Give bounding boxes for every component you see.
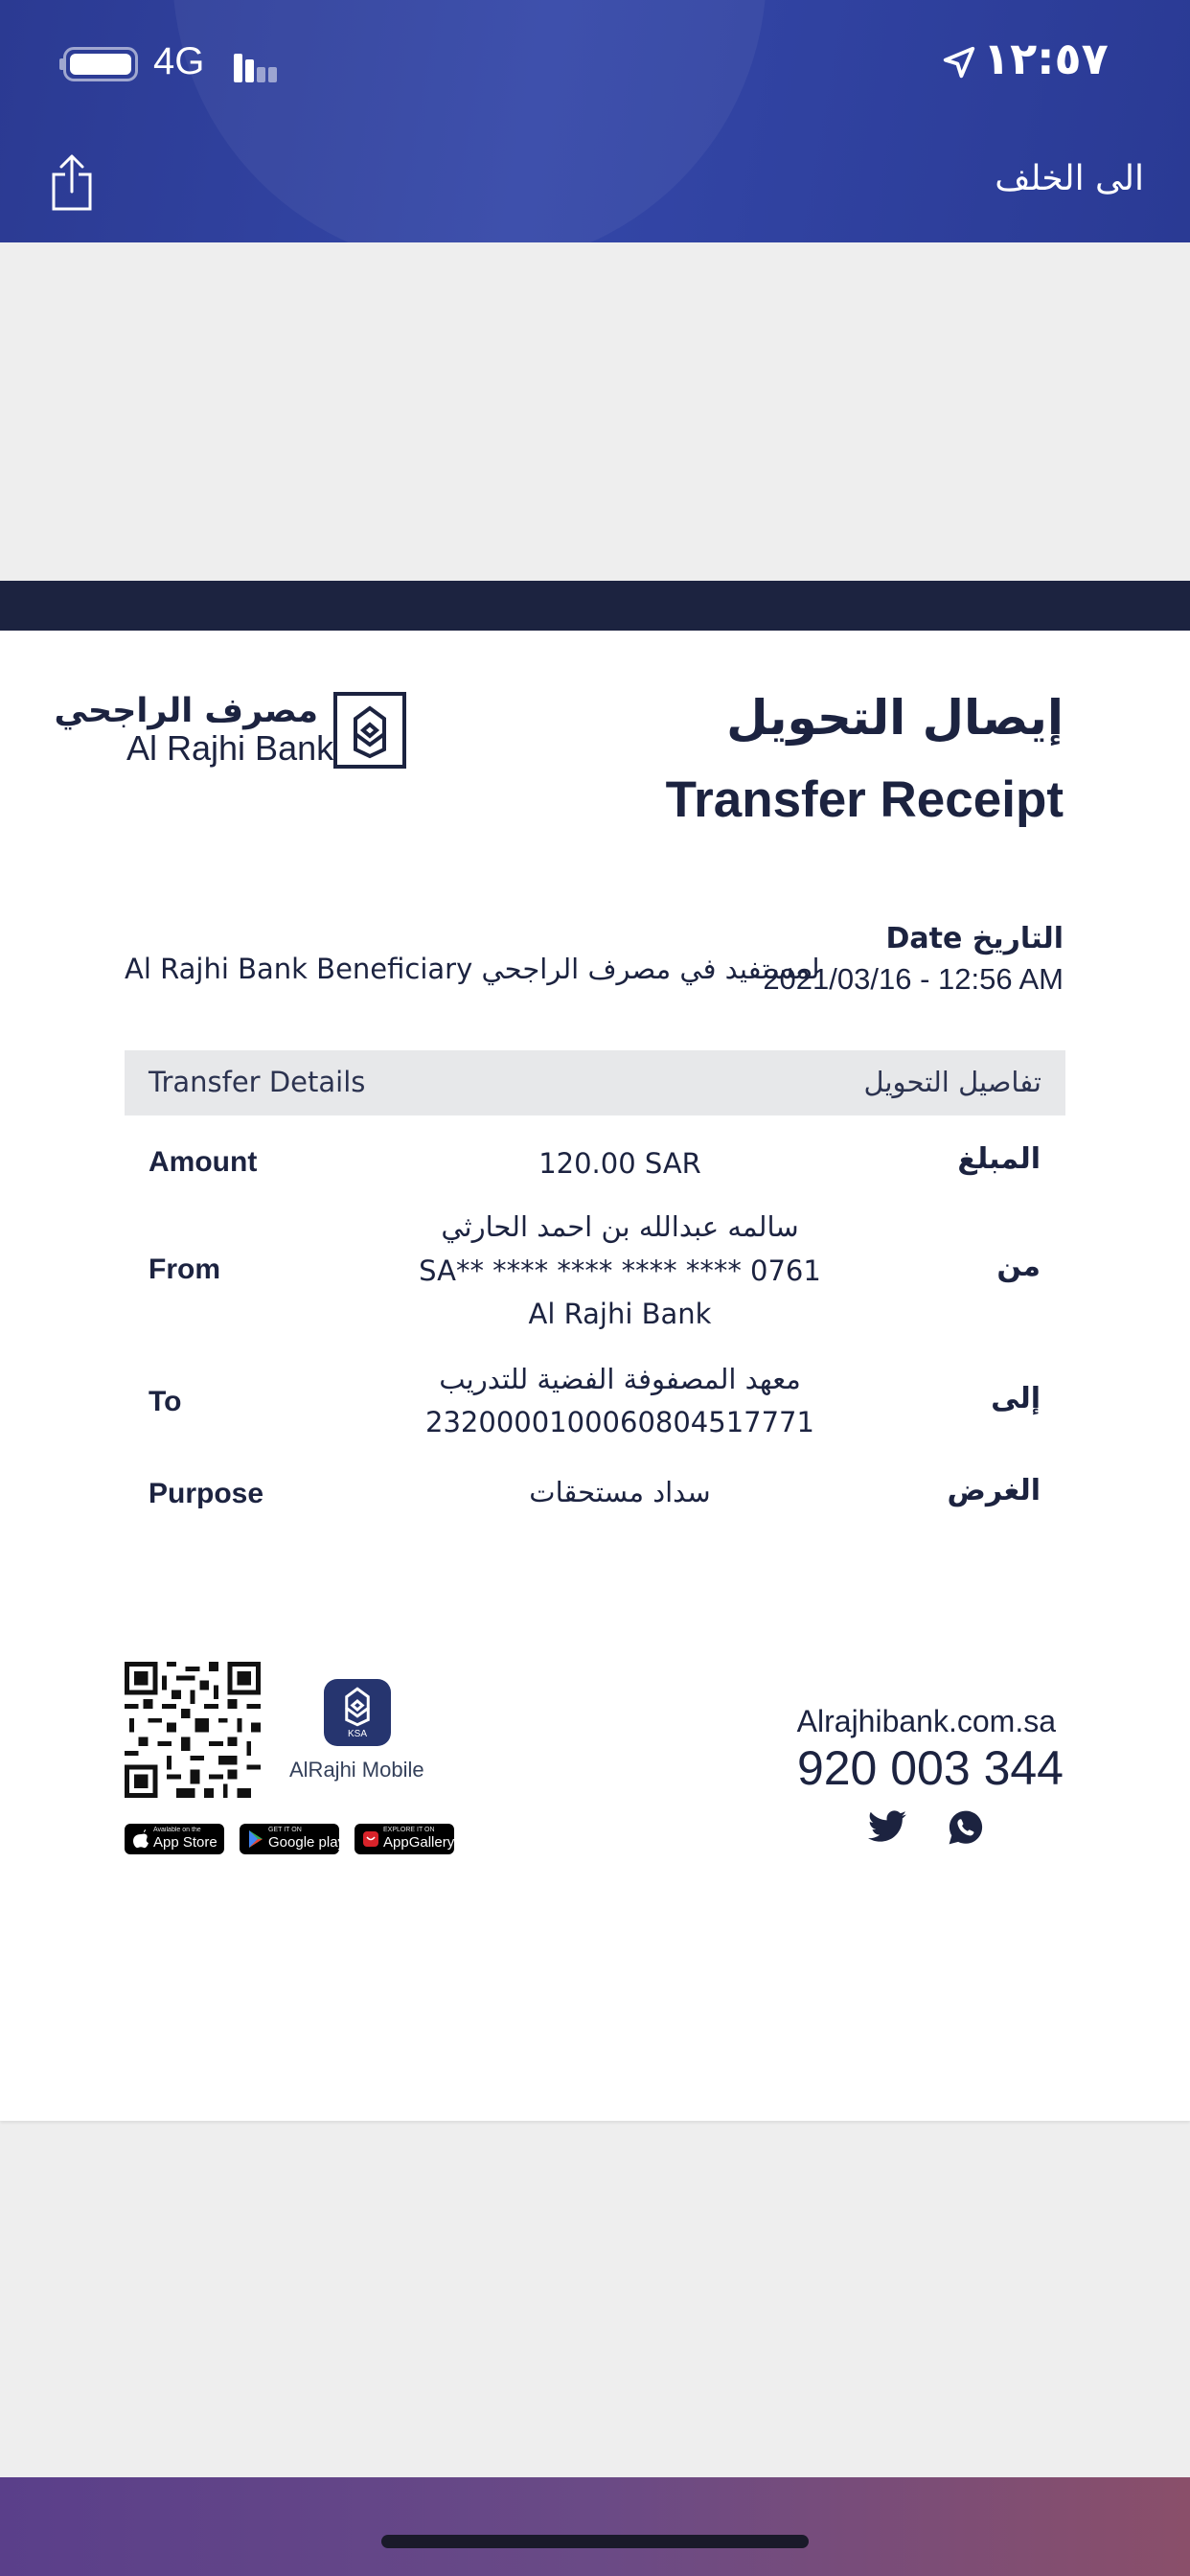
bank-logo-arabic: مصرف الراجحي bbox=[54, 692, 318, 730]
receipt-top-strip bbox=[0, 581, 1190, 631]
bank-website-link[interactable]: Alrajhibank.com.sa bbox=[796, 1704, 1056, 1738]
signal-icon bbox=[234, 50, 278, 82]
app-icon-ksa-label: KSA bbox=[347, 1729, 367, 1739]
amount-label: Amount bbox=[149, 1146, 258, 1178]
transfer-details-label-arabic: تفاصيل التحويل bbox=[863, 1066, 1041, 1098]
from-bank: Al Rajhi Bank bbox=[528, 1298, 712, 1330]
app-gallery-badge-caption: EXPLORE IT ON bbox=[383, 1827, 435, 1833]
qr-code bbox=[125, 1662, 261, 1798]
network-type: 4G bbox=[153, 40, 205, 82]
transfer-details-label: Transfer Details bbox=[149, 1066, 366, 1098]
app-gallery-icon bbox=[362, 1829, 379, 1849]
app-gallery-badge-label: AppGallery bbox=[383, 1834, 455, 1851]
to-name: معهد المصفوفة الفضية للتدريب bbox=[439, 1363, 801, 1395]
twitter-icon[interactable] bbox=[868, 1809, 906, 1844]
home-indicator[interactable] bbox=[381, 2535, 809, 2548]
transfer-details-header bbox=[125, 1050, 1065, 1116]
purpose-value: سداد مستحقات bbox=[529, 1476, 711, 1508]
bank-logo bbox=[54, 692, 406, 770]
status-time: ١٢:٥٧ bbox=[983, 33, 1109, 84]
receipt-title-arabic: إيصال التحويل bbox=[726, 690, 1064, 746]
to-label: To bbox=[149, 1386, 182, 1417]
app-gallery-badge[interactable] bbox=[355, 1824, 454, 1854]
share-icon[interactable] bbox=[48, 153, 96, 213]
google-play-icon bbox=[247, 1829, 264, 1849]
from-name: سالمه عبدالله بن احمد الحارثي bbox=[441, 1210, 799, 1243]
purpose-label: Purpose bbox=[149, 1478, 264, 1509]
bank-phone-number[interactable]: 920 003 344 bbox=[796, 1741, 1064, 1795]
apple-icon bbox=[132, 1829, 149, 1849]
location-arrow-icon bbox=[941, 44, 977, 80]
bottom-gradient-bar bbox=[0, 2477, 1190, 2576]
app-name: AlRajhi Mobile bbox=[289, 1758, 424, 1782]
receipt-title: Transfer Receipt bbox=[665, 771, 1064, 828]
back-button[interactable]: الى الخلف bbox=[995, 159, 1144, 198]
to-label-arabic: إلى bbox=[991, 1382, 1041, 1415]
date-value: 2021/03/16 - 12:56 AM bbox=[763, 962, 1064, 996]
date-label: التاريخ Date bbox=[885, 922, 1064, 955]
amount-value: 120.00 SAR bbox=[538, 1147, 701, 1180]
whatsapp-icon[interactable] bbox=[948, 1809, 984, 1846]
alrajhi-mobile-app-icon[interactable] bbox=[324, 1679, 391, 1746]
google-play-badge[interactable] bbox=[240, 1824, 346, 1854]
bank-emblem-icon bbox=[333, 692, 406, 769]
bank-logo-english: Al Rajhi Bank bbox=[126, 728, 334, 768]
status-bar bbox=[0, 0, 1190, 134]
top-header bbox=[0, 0, 1190, 242]
amount-label-arabic: المبلغ bbox=[957, 1142, 1041, 1176]
purpose-label-arabic: الغرض bbox=[947, 1474, 1041, 1507]
google-play-badge-label: Google play bbox=[268, 1834, 346, 1851]
battery-icon bbox=[63, 47, 138, 81]
from-label-arabic: من bbox=[996, 1250, 1041, 1283]
to-account: 2320000100060804517771 bbox=[425, 1406, 814, 1438]
app-store-badge[interactable] bbox=[125, 1824, 224, 1854]
app-store-badge-label: App Store bbox=[153, 1834, 217, 1851]
from-account: SA** **** **** **** **** 0761 bbox=[419, 1254, 821, 1287]
from-label: From bbox=[149, 1254, 220, 1285]
beneficiary-type: Al Rajhi Bank Beneficiary لمستفيد في مصرف الراجحي bbox=[125, 953, 820, 985]
google-play-badge-caption: GET IT ON bbox=[268, 1827, 302, 1833]
app-store-badge-caption: Available on the bbox=[153, 1827, 201, 1833]
